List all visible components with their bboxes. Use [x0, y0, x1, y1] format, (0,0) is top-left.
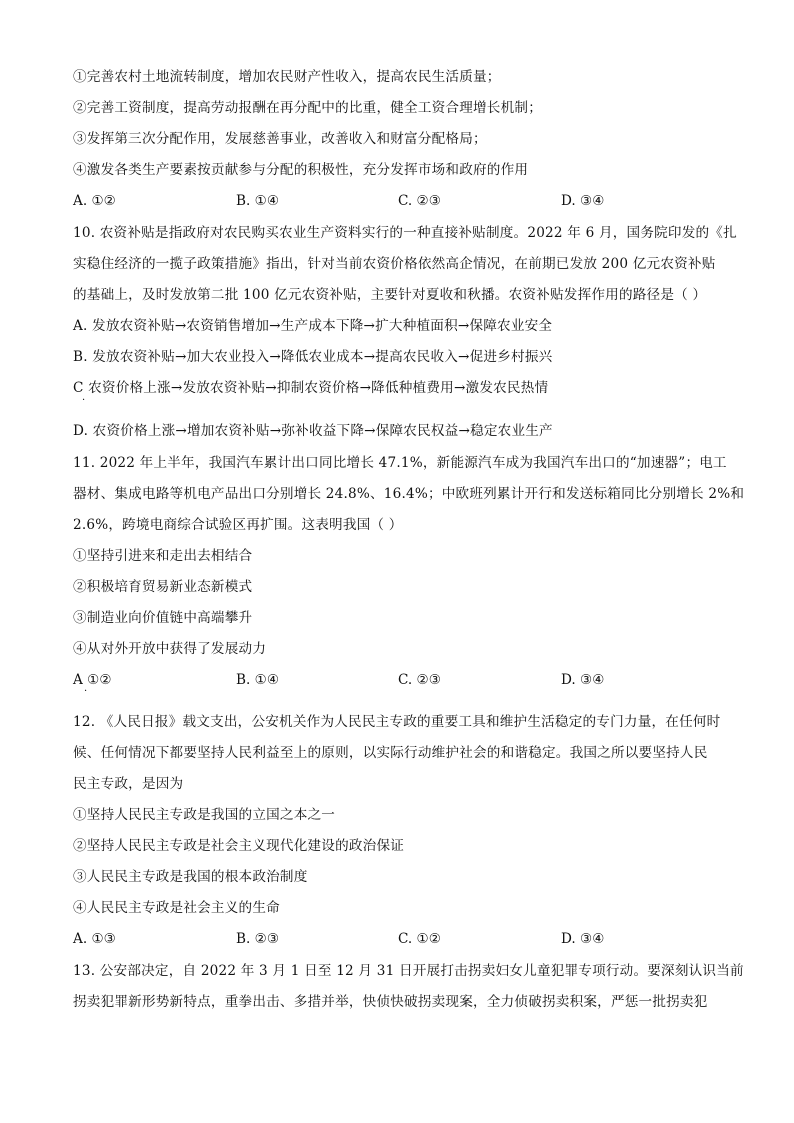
q10-option-a: A. 发放农资补贴→农资销售增加→生产成本下降→扩大种植面积→保障农业安全	[73, 318, 553, 334]
q11-stem-line-1: 11. 2022 年上半年，我国汽车累计出口同比增长 47.1%，新能源汽车成为我国汽车出口的“加速器”；电工	[73, 455, 727, 471]
q10-option-b: B. 发放农资补贴→加大农业投入→降低农业成本→提高农民收入→促进乡村振兴	[73, 349, 553, 365]
q10-stem-line-1: 10. 农资补贴是指政府对农民购买农业生产资料实行的一种直接补贴制度。2022 年 6 月，国务院印发的《扎	[73, 225, 737, 241]
q12-statement-2: ②坚持人民民主专政是社会主义现代化建设的政治保证	[73, 838, 405, 854]
q11-option-a: A ①②	[73, 672, 112, 688]
q10-option-c: C 农资价格上涨→发放农资补贴→抑制农资价格→降低种植费用→激发农民热情	[73, 380, 549, 396]
q11-options	[73, 670, 733, 690]
q9-statement-4: ④激发各类生产要素按贡献参与分配的积极性，充分发挥市场和政府的作用	[73, 162, 529, 178]
q9-option-a: A. ①②	[73, 193, 116, 209]
q11-stem-line-2: 器材、集成电路等机电产品出口分别增长 24.8%、16.4%；中欧班列累计开行和发送标箱同比分别增长 2%和	[73, 486, 745, 502]
q9-statement-3: ③发挥第三次分配作用，发展慈善事业，改善收入和财富分配格局；	[73, 131, 487, 147]
q11-option-b: B. ①④	[236, 672, 280, 688]
q10-stem-line-3: 的基础上，及时发放第二批 100 亿元农资补贴，主要针对夏收和秋播。农资补贴发挥作用的路径是（ ）	[73, 287, 707, 303]
q11-stem-line-3: 2.6%，跨境电商综合试验区再扩围。这表明我国（ ）	[73, 517, 403, 533]
q11-statement-4: ④从对外开放中获得了发展动力	[73, 641, 267, 657]
q12-stem-line-2: 候、任何情况下都要坚持人民利益至上的原则，以实际行动维护社会的和谐稳定。我国之所以要坚持人民	[73, 745, 708, 761]
q11-statement-1: ①坚持引进来和走出去相结合	[73, 548, 253, 564]
q12-statement-3: ③人民民主专政是我国的根本政治制度	[73, 869, 308, 885]
q12-stem-line-1: 12. 《人民日报》载文支出，公安机关作为人民民主专政的重要工具和维护生活稳定的专门力量，在任何时	[73, 714, 721, 730]
q12-option-d: D. ③④	[561, 931, 605, 947]
q11-option-c: C. ②③	[398, 672, 441, 688]
stray-dot: ·	[82, 395, 86, 406]
q13-stem-line-2: 拐卖犯罪新形势新特点，重拳出击、多措并举，快侦快破拐卖现案，全力侦破拐卖积案，严惩一批拐卖犯	[73, 994, 708, 1010]
q11-statement-3: ③制造业向价值链中高端攀升	[73, 610, 253, 626]
stray-dot: ·	[84, 686, 88, 697]
q10-option-d: D. 农资价格上涨→增加农资补贴→弥补收益下降→保障农民权益→稳定农业生产	[73, 423, 553, 439]
q9-option-d: D. ③④	[561, 193, 605, 209]
q12-statement-1: ①坚持人民民主专政是我国的立国之本之一	[73, 807, 336, 823]
q12-option-a: A. ①③	[73, 931, 116, 947]
q12-option-c: C. ①②	[398, 931, 441, 947]
q12-option-b: B. ②③	[236, 931, 280, 947]
q9-option-b: B. ①④	[236, 193, 280, 209]
q13-stem-line-1: 13. 公安部决定，自 2022 年 3 月 1 日至 12 月 31 日开展打击拐卖妇女儿童犯罪专项行动。要深刻认识当前	[73, 963, 744, 979]
q10-stem-line-2: 实稳住经济的一揽子政策措施》指出，针对当前农资价格依然高企情况，在前期已发放 200 亿元农资补贴	[73, 256, 716, 272]
q11-statement-2: ②积极培育贸易新业态新模式	[73, 579, 253, 595]
q12-options	[73, 929, 733, 949]
q12-stem-line-3: 民主专政，是因为	[73, 776, 184, 792]
q12-statement-4: ④人民民主专政是社会主义的生命	[73, 900, 280, 916]
q9-statement-2: ②完善工资制度，提高劳动报酬在再分配中的比重，健全工资合理增长机制；	[73, 100, 542, 116]
q9-option-c: C. ②③	[398, 193, 441, 209]
q9-options	[73, 191, 733, 211]
q11-option-d: D. ③④	[561, 672, 605, 688]
q9-statement-1: ①完善农村土地流转制度，增加农民财产性收入，提高农民生活质量；	[73, 69, 501, 85]
